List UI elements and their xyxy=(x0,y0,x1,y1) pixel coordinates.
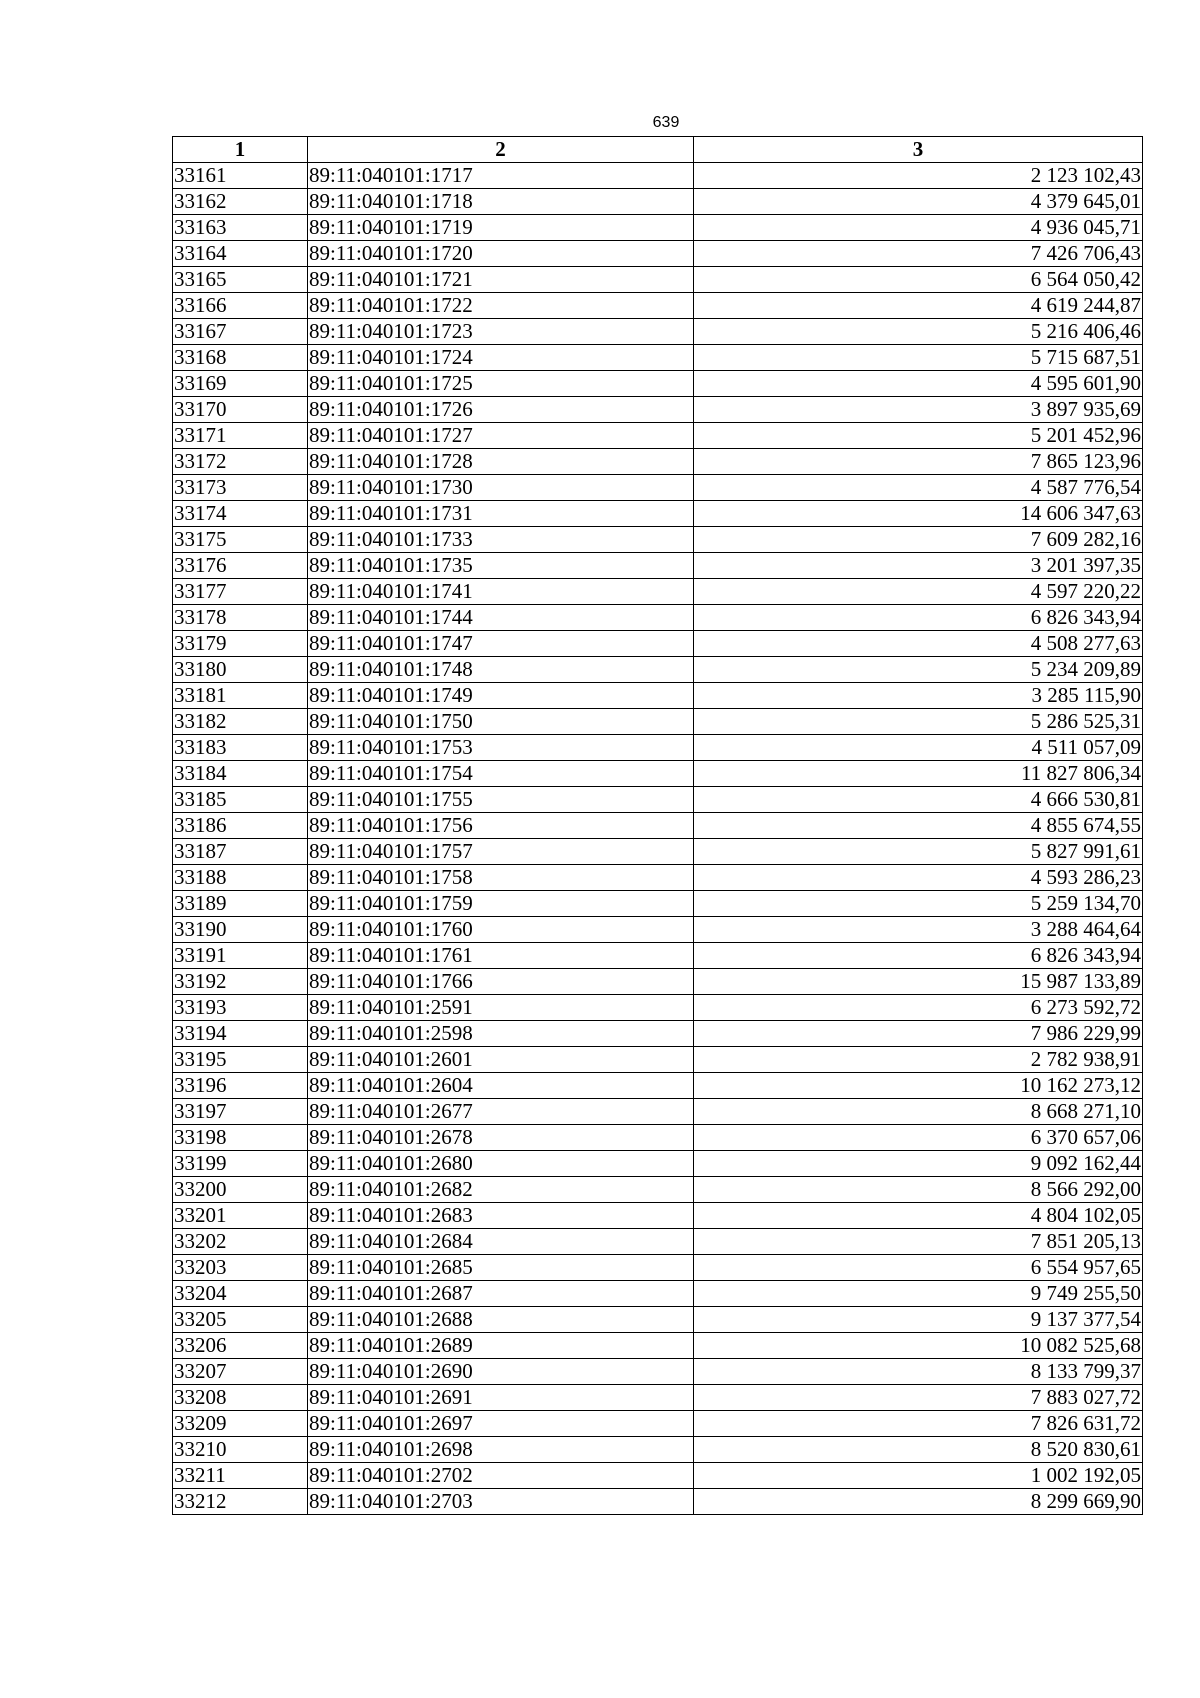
row-number-cell: 33174 xyxy=(173,501,308,527)
cadastral-number-cell: 89:11:040101:1726 xyxy=(308,397,694,423)
cadastral-number-cell: 89:11:040101:1750 xyxy=(308,709,694,735)
row-value-cell: 7 826 631,72 xyxy=(694,1411,1143,1437)
row-value-cell: 15 987 133,89 xyxy=(694,969,1143,995)
row-value-cell: 6 826 343,94 xyxy=(694,605,1143,631)
cadastral-number-cell: 89:11:040101:2678 xyxy=(308,1125,694,1151)
row-number-cell: 33178 xyxy=(173,605,308,631)
row-number-cell: 33194 xyxy=(173,1021,308,1047)
table-row xyxy=(173,1203,1143,1229)
row-number-cell: 33187 xyxy=(173,839,308,865)
cadastral-number-cell: 89:11:040101:2690 xyxy=(308,1359,694,1385)
table-row xyxy=(173,371,1143,397)
row-number-cell: 33186 xyxy=(173,813,308,839)
cadastral-number-cell: 89:11:040101:2685 xyxy=(308,1255,694,1281)
table-row xyxy=(173,163,1143,189)
table-row xyxy=(173,527,1143,553)
row-number-cell: 33190 xyxy=(173,917,308,943)
row-value-cell: 5 286 525,31 xyxy=(694,709,1143,735)
cadastral-number-cell: 89:11:040101:2702 xyxy=(308,1463,694,1489)
table-row xyxy=(173,449,1143,475)
row-value-cell: 14 606 347,63 xyxy=(694,501,1143,527)
row-number-cell: 33168 xyxy=(173,345,308,371)
cadastral-number-cell: 89:11:040101:1731 xyxy=(308,501,694,527)
row-number-cell: 33189 xyxy=(173,891,308,917)
cadastral-number-cell: 89:11:040101:2683 xyxy=(308,1203,694,1229)
table-row xyxy=(173,761,1143,787)
cadastral-number-cell: 89:11:040101:2703 xyxy=(308,1489,694,1515)
row-number-cell: 33192 xyxy=(173,969,308,995)
row-value-cell: 6 554 957,65 xyxy=(694,1255,1143,1281)
row-value-cell: 2 123 102,43 xyxy=(694,163,1143,189)
row-value-cell: 9 092 162,44 xyxy=(694,1151,1143,1177)
cadastral-number-cell: 89:11:040101:2698 xyxy=(308,1437,694,1463)
row-value-cell: 4 597 220,22 xyxy=(694,579,1143,605)
table-row xyxy=(173,553,1143,579)
row-value-cell: 4 855 674,55 xyxy=(694,813,1143,839)
cadastral-number-cell: 89:11:040101:1759 xyxy=(308,891,694,917)
table-row xyxy=(173,397,1143,423)
cadastral-number-cell: 89:11:040101:2689 xyxy=(308,1333,694,1359)
cadastral-number-cell: 89:11:040101:1718 xyxy=(308,189,694,215)
table-row xyxy=(173,1463,1143,1489)
cadastral-number-cell: 89:11:040101:2598 xyxy=(308,1021,694,1047)
table-row xyxy=(173,189,1143,215)
row-value-cell: 7 851 205,13 xyxy=(694,1229,1143,1255)
row-number-cell: 33211 xyxy=(173,1463,308,1489)
table-row xyxy=(173,345,1143,371)
row-value-cell: 5 827 991,61 xyxy=(694,839,1143,865)
cadastral-number-cell: 89:11:040101:1757 xyxy=(308,839,694,865)
row-number-cell: 33172 xyxy=(173,449,308,475)
row-number-cell: 33199 xyxy=(173,1151,308,1177)
cadastral-number-cell: 89:11:040101:2680 xyxy=(308,1151,694,1177)
cadastral-number-cell: 89:11:040101:1733 xyxy=(308,527,694,553)
row-value-cell: 4 587 776,54 xyxy=(694,475,1143,501)
cadastral-number-cell: 89:11:040101:2604 xyxy=(308,1073,694,1099)
row-number-cell: 33181 xyxy=(173,683,308,709)
row-value-cell: 10 082 525,68 xyxy=(694,1333,1143,1359)
row-value-cell: 7 865 123,96 xyxy=(694,449,1143,475)
row-number-cell: 33167 xyxy=(173,319,308,345)
row-value-cell: 5 201 452,96 xyxy=(694,423,1143,449)
row-value-cell: 8 520 830,61 xyxy=(694,1437,1143,1463)
row-value-cell: 5 715 687,51 xyxy=(694,345,1143,371)
row-number-cell: 33201 xyxy=(173,1203,308,1229)
header-col-3: 3 xyxy=(694,137,1143,163)
row-value-cell: 6 273 592,72 xyxy=(694,995,1143,1021)
row-number-cell: 33176 xyxy=(173,553,308,579)
row-value-cell: 3 285 115,90 xyxy=(694,683,1143,709)
cadastral-number-cell: 89:11:040101:1727 xyxy=(308,423,694,449)
table-header xyxy=(173,137,1143,163)
cadastral-number-cell: 89:11:040101:1760 xyxy=(308,917,694,943)
cadastral-number-cell: 89:11:040101:1756 xyxy=(308,813,694,839)
row-number-cell: 33163 xyxy=(173,215,308,241)
row-value-cell: 8 668 271,10 xyxy=(694,1099,1143,1125)
table-row xyxy=(173,683,1143,709)
row-number-cell: 33195 xyxy=(173,1047,308,1073)
cadastral-number-cell: 89:11:040101:2677 xyxy=(308,1099,694,1125)
row-number-cell: 33185 xyxy=(173,787,308,813)
row-number-cell: 33182 xyxy=(173,709,308,735)
table-row xyxy=(173,501,1143,527)
row-number-cell: 33193 xyxy=(173,995,308,1021)
table-row xyxy=(173,1073,1143,1099)
table-row xyxy=(173,735,1143,761)
cadastral-number-cell: 89:11:040101:1754 xyxy=(308,761,694,787)
row-value-cell: 2 782 938,91 xyxy=(694,1047,1143,1073)
cadastral-number-cell: 89:11:040101:1744 xyxy=(308,605,694,631)
row-value-cell: 11 827 806,34 xyxy=(694,761,1143,787)
cadastral-number-cell: 89:11:040101:1723 xyxy=(308,319,694,345)
row-number-cell: 33197 xyxy=(173,1099,308,1125)
row-value-cell: 4 619 244,87 xyxy=(694,293,1143,319)
table-row xyxy=(173,709,1143,735)
cadastral-number-cell: 89:11:040101:1722 xyxy=(308,293,694,319)
cadastral-number-cell: 89:11:040101:2601 xyxy=(308,1047,694,1073)
row-value-cell: 7 609 282,16 xyxy=(694,527,1143,553)
row-value-cell: 4 593 286,23 xyxy=(694,865,1143,891)
table-row xyxy=(173,1437,1143,1463)
row-value-cell: 5 259 134,70 xyxy=(694,891,1143,917)
table-body xyxy=(173,163,1143,1515)
row-number-cell: 33198 xyxy=(173,1125,308,1151)
row-number-cell: 33208 xyxy=(173,1385,308,1411)
table-row xyxy=(173,605,1143,631)
row-value-cell: 4 936 045,71 xyxy=(694,215,1143,241)
table-row xyxy=(173,1047,1143,1073)
row-number-cell: 33162 xyxy=(173,189,308,215)
row-number-cell: 33207 xyxy=(173,1359,308,1385)
row-value-cell: 10 162 273,12 xyxy=(694,1073,1143,1099)
table-row xyxy=(173,943,1143,969)
cadastral-number-cell: 89:11:040101:2687 xyxy=(308,1281,694,1307)
table-row xyxy=(173,839,1143,865)
table-row xyxy=(173,241,1143,267)
row-value-cell: 3 201 397,35 xyxy=(694,553,1143,579)
table-row xyxy=(173,319,1143,345)
cadastral-number-cell: 89:11:040101:1749 xyxy=(308,683,694,709)
row-number-cell: 33206 xyxy=(173,1333,308,1359)
cadastral-number-cell: 89:11:040101:1766 xyxy=(308,969,694,995)
row-number-cell: 33202 xyxy=(173,1229,308,1255)
table-row xyxy=(173,1489,1143,1515)
row-value-cell: 4 511 057,09 xyxy=(694,735,1143,761)
row-value-cell: 9 137 377,54 xyxy=(694,1307,1143,1333)
cadastral-number-cell: 89:11:040101:1761 xyxy=(308,943,694,969)
row-number-cell: 33184 xyxy=(173,761,308,787)
row-number-cell: 33169 xyxy=(173,371,308,397)
table-row xyxy=(173,1021,1143,1047)
table-row xyxy=(173,631,1143,657)
cadastral-number-cell: 89:11:040101:1730 xyxy=(308,475,694,501)
row-number-cell: 33183 xyxy=(173,735,308,761)
table-row xyxy=(173,1411,1143,1437)
table-row xyxy=(173,865,1143,891)
table-row xyxy=(173,917,1143,943)
row-value-cell: 7 986 229,99 xyxy=(694,1021,1143,1047)
table-row xyxy=(173,657,1143,683)
row-number-cell: 33165 xyxy=(173,267,308,293)
row-value-cell: 4 379 645,01 xyxy=(694,189,1143,215)
cadastral-number-cell: 89:11:040101:1724 xyxy=(308,345,694,371)
table-row xyxy=(173,1307,1143,1333)
row-number-cell: 33188 xyxy=(173,865,308,891)
cadastral-number-cell: 89:11:040101:1755 xyxy=(308,787,694,813)
row-value-cell: 1 002 192,05 xyxy=(694,1463,1143,1489)
cadastral-number-cell: 89:11:040101:1735 xyxy=(308,553,694,579)
header-col-1: 1 xyxy=(173,137,308,163)
table-row xyxy=(173,813,1143,839)
row-number-cell: 33173 xyxy=(173,475,308,501)
row-number-cell: 33212 xyxy=(173,1489,308,1515)
table-row xyxy=(173,1333,1143,1359)
row-number-cell: 33171 xyxy=(173,423,308,449)
row-number-cell: 33196 xyxy=(173,1073,308,1099)
row-value-cell: 5 234 209,89 xyxy=(694,657,1143,683)
row-value-cell: 7 883 027,72 xyxy=(694,1385,1143,1411)
row-number-cell: 33210 xyxy=(173,1437,308,1463)
cadastral-number-cell: 89:11:040101:1717 xyxy=(308,163,694,189)
table-row xyxy=(173,1255,1143,1281)
table-row xyxy=(173,1125,1143,1151)
cadastral-number-cell: 89:11:040101:2691 xyxy=(308,1385,694,1411)
table-row xyxy=(173,995,1143,1021)
row-value-cell: 6 564 050,42 xyxy=(694,267,1143,293)
cadastral-number-cell: 89:11:040101:2688 xyxy=(308,1307,694,1333)
row-number-cell: 33204 xyxy=(173,1281,308,1307)
cadastral-number-cell: 89:11:040101:1719 xyxy=(308,215,694,241)
row-value-cell: 4 595 601,90 xyxy=(694,371,1143,397)
table-row xyxy=(173,1151,1143,1177)
table-row xyxy=(173,475,1143,501)
cadastral-number-cell: 89:11:040101:1728 xyxy=(308,449,694,475)
table-row xyxy=(173,579,1143,605)
row-value-cell: 4 508 277,63 xyxy=(694,631,1143,657)
row-number-cell: 33166 xyxy=(173,293,308,319)
row-number-cell: 33170 xyxy=(173,397,308,423)
cadastral-number-cell: 89:11:040101:2682 xyxy=(308,1177,694,1203)
row-value-cell: 7 426 706,43 xyxy=(694,241,1143,267)
cadastral-number-cell: 89:11:040101:1753 xyxy=(308,735,694,761)
table-row xyxy=(173,1177,1143,1203)
header-col-2: 2 xyxy=(308,137,694,163)
row-number-cell: 33161 xyxy=(173,163,308,189)
row-number-cell: 33179 xyxy=(173,631,308,657)
page-number: 639 xyxy=(652,114,680,131)
row-number-cell: 33203 xyxy=(173,1255,308,1281)
table-row xyxy=(173,969,1143,995)
row-number-cell: 33200 xyxy=(173,1177,308,1203)
cadastral-number-cell: 89:11:040101:1748 xyxy=(308,657,694,683)
table-row xyxy=(173,267,1143,293)
row-value-cell: 4 666 530,81 xyxy=(694,787,1143,813)
row-number-cell: 33205 xyxy=(173,1307,308,1333)
row-value-cell: 6 370 657,06 xyxy=(694,1125,1143,1151)
row-number-cell: 33180 xyxy=(173,657,308,683)
header-row xyxy=(173,137,1143,163)
cadastral-number-cell: 89:11:040101:1725 xyxy=(308,371,694,397)
row-value-cell: 8 299 669,90 xyxy=(694,1489,1143,1515)
table-row xyxy=(173,891,1143,917)
cadastral-number-cell: 89:11:040101:1747 xyxy=(308,631,694,657)
row-value-cell: 3 897 935,69 xyxy=(694,397,1143,423)
row-number-cell: 33177 xyxy=(173,579,308,605)
row-value-cell: 6 826 343,94 xyxy=(694,943,1143,969)
row-number-cell: 33164 xyxy=(173,241,308,267)
table-row xyxy=(173,1099,1143,1125)
cadastral-number-cell: 89:11:040101:1741 xyxy=(308,579,694,605)
cadastral-number-cell: 89:11:040101:2591 xyxy=(308,995,694,1021)
table-row xyxy=(173,787,1143,813)
table-row xyxy=(173,1385,1143,1411)
table-row xyxy=(173,1281,1143,1307)
cadastral-number-cell: 89:11:040101:1758 xyxy=(308,865,694,891)
cadastral-number-cell: 89:11:040101:1721 xyxy=(308,267,694,293)
cadastral-number-cell: 89:11:040101:2697 xyxy=(308,1411,694,1437)
row-value-cell: 8 133 799,37 xyxy=(694,1359,1143,1385)
row-value-cell: 3 288 464,64 xyxy=(694,917,1143,943)
row-number-cell: 33175 xyxy=(173,527,308,553)
table-row xyxy=(173,215,1143,241)
row-value-cell: 9 749 255,50 xyxy=(694,1281,1143,1307)
cadastral-number-cell: 89:11:040101:2684 xyxy=(308,1229,694,1255)
row-value-cell: 8 566 292,00 xyxy=(694,1177,1143,1203)
row-value-cell: 5 216 406,46 xyxy=(694,319,1143,345)
table-row xyxy=(173,1359,1143,1385)
table-row xyxy=(173,293,1143,319)
row-number-cell: 33209 xyxy=(173,1411,308,1437)
row-number-cell: 33191 xyxy=(173,943,308,969)
row-value-cell: 4 804 102,05 xyxy=(694,1203,1143,1229)
table-row xyxy=(173,1229,1143,1255)
table-row xyxy=(173,423,1143,449)
cadastral-number-cell: 89:11:040101:1720 xyxy=(308,241,694,267)
data-table xyxy=(172,136,1143,1515)
